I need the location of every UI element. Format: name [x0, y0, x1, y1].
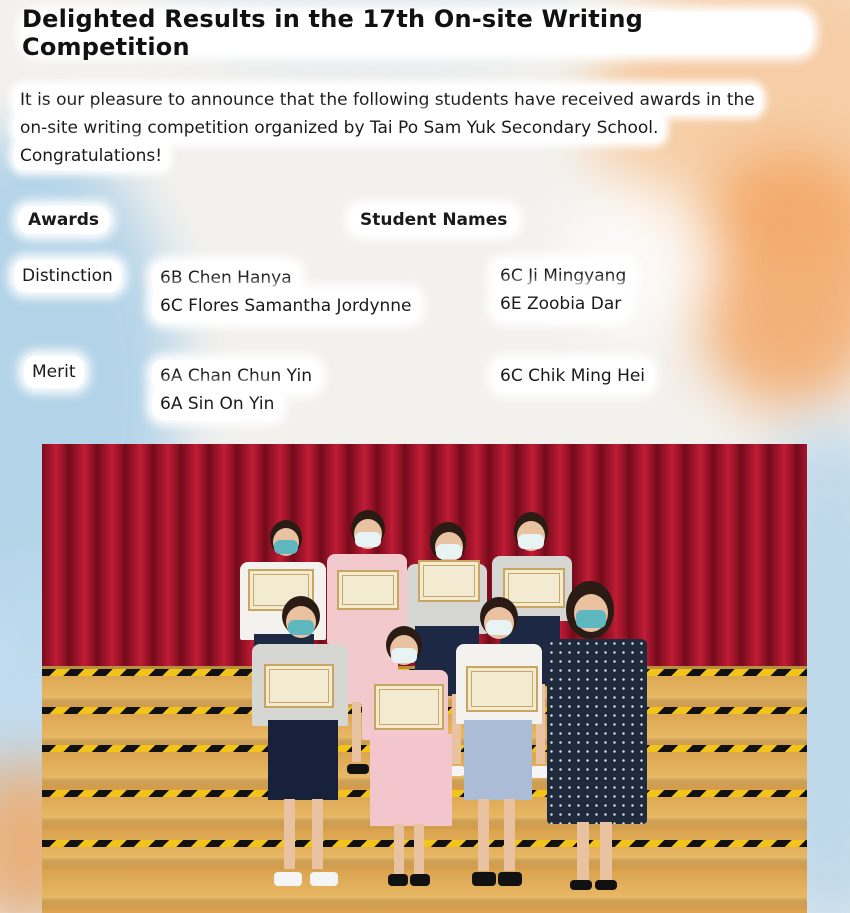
merit-name: 6A Chan Chun Yin [152, 360, 320, 392]
page-title: Delighted Results in the 17th On-site Writing Competition [22, 12, 812, 54]
merit-name: 6C Chik Ming Hei [492, 360, 653, 392]
distinction-name: 6C Flores Samantha Jordynne [152, 290, 420, 322]
awards-header: Awards [18, 206, 109, 234]
distinction-name: 6C Ji Mingyang [492, 260, 634, 292]
distinction-name: 6B Chen Hanya [152, 262, 300, 294]
student-names-header: Student Names [350, 206, 517, 234]
distinction-label: Distinction [14, 260, 121, 292]
intro-line-3: Congratulations! [14, 142, 168, 170]
intro-line-1: It is our pleasure to announce that the following students have received awards in the [14, 86, 761, 114]
award-group-photo [42, 444, 807, 913]
intro-paragraph [14, 86, 834, 170]
intro-line-2: on-site writing competition organized by Tai Po Sam Yuk Secondary School. [14, 114, 664, 142]
merit-label: Merit [24, 356, 84, 388]
merit-name: 6A Sin On Yin [152, 388, 282, 420]
distinction-name: 6E Zoobia Dar [492, 288, 629, 320]
